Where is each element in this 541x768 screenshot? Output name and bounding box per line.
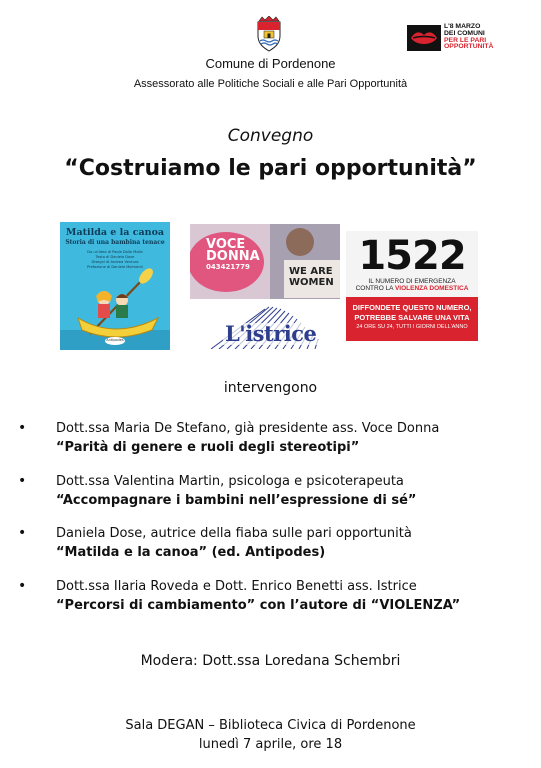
book-credit-1: Da un'idea di Paola Dalle Molle [87,250,143,254]
speaker-item [18,419,538,457]
speaker-item [18,524,538,562]
speaker-name: Dott.ssa Maria De Stefano, già presidente ass. Voce Donna [56,421,440,436]
logo-line-1: L'8 MARZO [444,23,481,30]
bullet: • [18,525,27,541]
n1522-band-1: DIFFONDETE QUESTO NUMERO, [352,303,472,312]
donna-label: DONNA [206,249,260,264]
bullet: • [18,420,27,436]
lips-logo-icon [407,25,441,51]
bullet: • [18,577,27,594]
istrice-logo [205,305,333,349]
moderator: Modera: Dott.ssa Loredana Schembri [140,653,401,669]
event-title: “Costruiamo le pari opportunità” [64,156,477,181]
speaker-item [18,472,538,510]
speaker-topic: “Matilda e la canoa” (ed. Antipodes) [56,545,326,560]
istrice-name: L'istrice [225,321,317,346]
logo-line-2: DEI COMUNI [444,29,485,37]
n1522-band-2: POTREBBE SALVARE UNA VITA [354,313,470,322]
logo-line-4: OPPORTUNITÀ [444,43,494,51]
n1522-line2b: VIOLENZA DOMESTICA [394,285,469,292]
voce-donna-image [190,224,340,299]
speaker-list [18,419,538,629]
intervengono-label: intervengono [223,380,318,396]
women-label: WOMEN [289,277,334,288]
n1522-line1: IL NUMERO DI EMERGENZA [368,278,456,285]
speaker-topic: “Parità di genere e ruoli degli stereotipi” [56,440,360,455]
voce-phone: 043421779 [206,263,250,271]
speaker-name: Dott.ssa Ilaria Roveda e Dott. Enrico Benetti ass. Istrice [56,578,417,594]
bullet: • [18,472,27,489]
event-date: lunedì 7 aprile, ore 18 [198,737,343,752]
book-title: Matilda e la canoa [65,227,165,238]
event-type: Convegno [227,126,314,146]
canoe-illustration [60,222,170,350]
otto-marzo-logo [407,24,507,52]
logo-line-3: PER LE PARI [444,36,487,44]
voce-label: VOCE [206,237,246,252]
n1522-band-3: 24 ORE SU 24, TUTTI I GIORNI DELL'ANNO [356,324,468,330]
speaker-name: Daniela Dose, autrice della fiaba sulle pari opportunità [56,526,412,541]
n1522-line2a: CONTRO LA [355,285,395,292]
speaker-topic: “Accompagnare i bambini nell’espressione di sé” [56,492,417,508]
venue: Sala DEGAN – Biblioteca Civica di Pordenone [125,718,416,733]
assessorato-label: Assessorato alle Politiche Sociali e alle Pari Opportunità [133,78,408,90]
book-publisher: Antipodes [106,338,124,342]
book-credit-3: Disegni di Andrea Venturo [91,260,139,264]
book-subtitle: Storia di una bambina tenace [65,239,165,246]
we-are-label: WE ARE [289,266,333,277]
pordenone-crest-logo [256,16,282,52]
book-cover-image [60,222,170,350]
speaker-name: Dott.ssa Valentina Martin, psicologa e psicoterapeuta [56,473,404,489]
speaker-item [18,577,538,615]
n1522-number: 1522 [358,233,466,279]
numero-1522-image [346,231,478,341]
book-credit-2: Testo di Daniela Dose [95,255,135,259]
book-credit-4: Prefazione di Daniele Molmenti [87,265,143,269]
comune-name: Comune di Pordenone [205,56,336,71]
speaker-topic: “Percorsi di cambiamento” con l’autore di “VIOLENZA” [56,597,461,613]
